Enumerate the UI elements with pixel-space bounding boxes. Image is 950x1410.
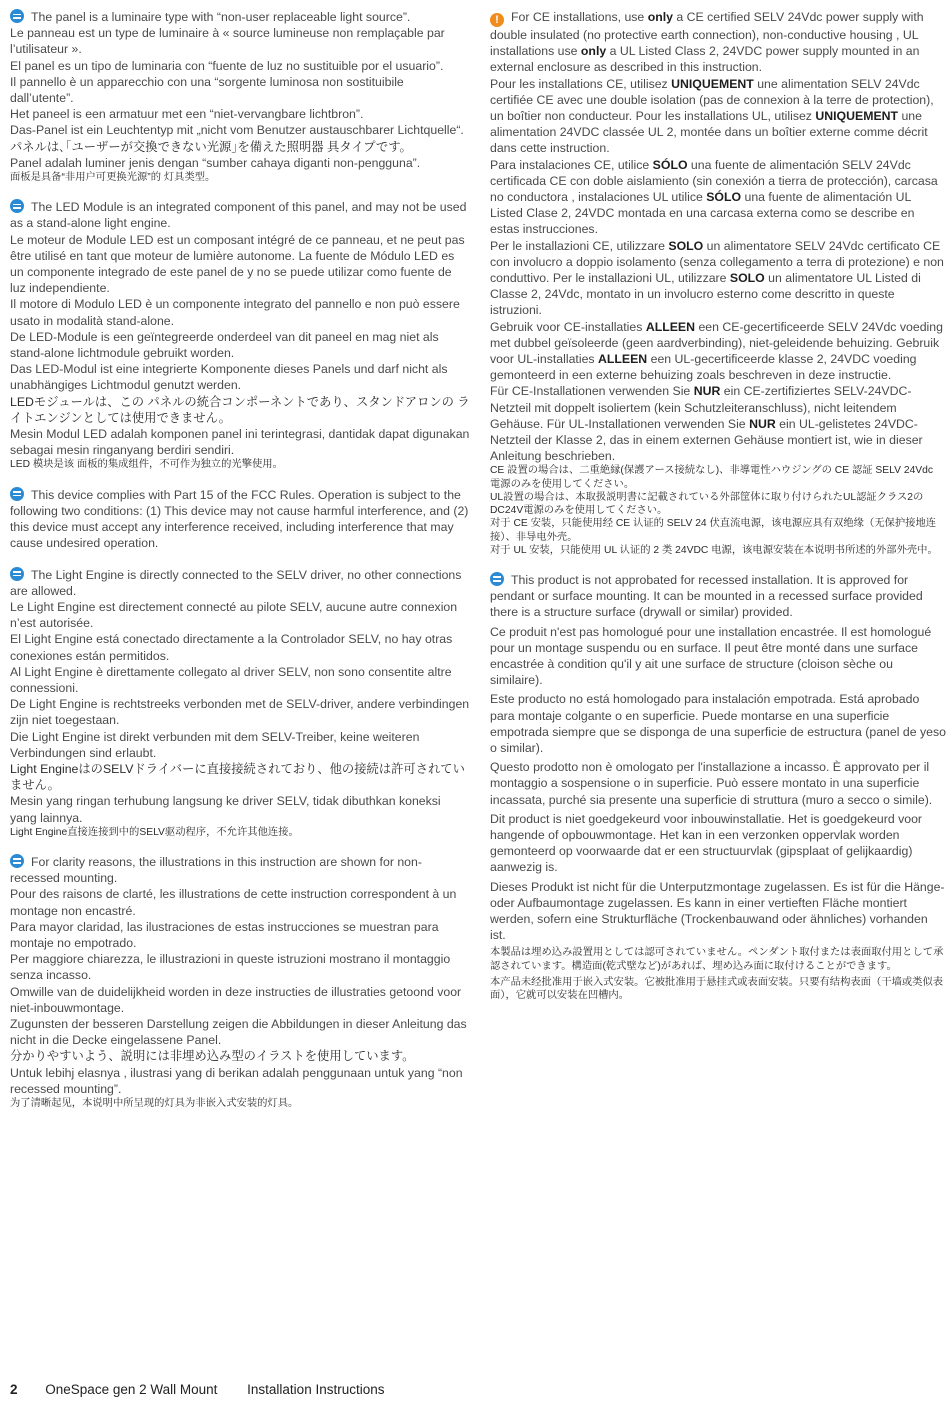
- notice-line: 对于 UL 安装，只能使用 UL 认证的 2 类 24VDC 电源，该电源安装在本说明书所述的外部外壳中。: [490, 544, 938, 556]
- notice-line: Das-Panel ist ein Leuchtentyp mit „nicht vom Benutzer austauschbarer Lichtquelle“.: [10, 123, 464, 138]
- notice-line: パネルは､｢ユーザーが交換できない光源｣を備えた照明器 具タイプです。: [10, 139, 412, 154]
- right-column: [490, 9, 946, 1017]
- notice-line: LED 模块是该 面板的集成组件，不可作为独立的光擎使用。: [10, 459, 283, 471]
- page-number: 2: [10, 1382, 18, 1397]
- notice-line: Die Light Engine ist direkt verbunden mit dem SELV-Treiber, keine weiteren Verbindungen sind erlaubt.: [10, 729, 420, 760]
- info-icon: [10, 199, 24, 213]
- notice-line: The panel is a luminaire type with “non-user replaceable light source”.: [10, 9, 470, 25]
- info-icon: [10, 9, 24, 23]
- notice-line: Le Light Engine est directement connecté au pilote SELV, aucune autre connexion n’est autorisée.: [10, 599, 458, 631]
- fcc-notice: [10, 487, 470, 552]
- recessed-installation-notice: [490, 572, 946, 1002]
- notice-line: UL設置の場合は、本取扱説明書に記載されている外部筐体に取り付けられたUL認証クラス2のDC24V電源のみを使用してください。: [490, 491, 924, 517]
- page-footer: [10, 1382, 384, 1397]
- notice-line: Light Engine直接连接到中的SELV驱动程序，不允许其他连接。: [10, 826, 299, 838]
- notice-line: Il motore di Modulo LED è un componente integrato del pannello e non può essere usato in modalità stand-alone.: [10, 297, 460, 328]
- notice-line: Le panneau est un type de luminaire à « source lumineuse non remplaçable par l’utilisateur ».: [10, 26, 445, 57]
- notice-line: LEDモジュールは、この パネルの統合コンポーネントであり、スタンドアロンの ライトエンジンとしては使用できません。: [10, 394, 470, 425]
- notice-line: Per maggiore chiarezza, le illustrazioni in queste istruzioni mostrano il montaggio senza incasso.: [10, 952, 451, 983]
- notice-line: ! For CE installations, use only a CE certified SELV 24Vdc power supply with double insulated (no protective earth connection), non-conductive housing , UL installations use only a UL Listed Class 2, 24VDC power supply mounted in an external enclosure as described in this instruction.: [490, 10, 924, 75]
- left-column: [10, 9, 470, 1125]
- notice-line: Panel adalah luminer jenis dengan “sumber cahaya diganti non-pengguna”.: [10, 155, 421, 170]
- notice-line: 本製品は埋め込み設置用としては認可されていません。ペンダント取付または表面取付用として承認されています。構造面(乾式壁など)があれば、埋め込み面に取付けることができます。: [490, 947, 944, 972]
- notice-line: 为了清晰起见，本说明中所呈现的灯具为非嵌入式安装的灯具。: [10, 1098, 299, 1109]
- notice-line: The LED Module is an integrated component of this panel, and may not be used as a stand-alone light engine.: [10, 200, 467, 231]
- notice-line: This device complies with Part 15 of the FCC Rules. Operation is subject to the following two conditions: (1) This device may not cause harmful interference, and (2) this device must accept any interference received, including interference that may cause undesired operation.: [10, 487, 469, 551]
- info-icon: [490, 572, 504, 586]
- notice-line: Het paneel is een armatuur met een “niet-vervangbare lichtbron”.: [10, 107, 364, 122]
- notice-line: Le moteur de Module LED est un composant intégré de ce panneau, et ne peut pas être utilisé en tant que moteur de lumière autonome. La fuente de Módulo LED es un componente integrado de este panel de y no se puede utilizar como fuente de luz independiente.: [10, 232, 465, 296]
- ce-power-supply-warning: [490, 9, 946, 557]
- notice-line: This product is not approbated for recessed installation. It is approved for pendant or surface mounting. It can be mounted in a recessed surface provided there is a structure surface (drywall or similar) provided.: [490, 572, 923, 620]
- notice-line: Dieses Produkt ist nicht für die Unterputzmontage zugelassen. Es ist für die Hänge- oder Aufbaumontage zugelassen. Es kann in einer vertieften Fläche montiert werden, sofern eine Strukturfläche (Trockenbauwand oder ähnliches) vorhanden ist.: [490, 879, 945, 943]
- notice-line: Untuk lebihj elasnya , ilustrasi yang di berikan adalah penggunaan untuk yang “non recessed mounting”.: [10, 1065, 463, 1096]
- notice-line: De LED-Module is een geïntegreerde onderdeel van dit paneel en mag niet als stand-alone lichtmodule gebruikt worden.: [10, 329, 439, 361]
- notice-line: El panel es un tipo de luminaria con “fuente de luz no sustituible por el usuario”.: [10, 58, 444, 73]
- notice-line: 本产品未经批准用于嵌入式安装。它被批准用于悬挂式或表面安装。只要有结构表面（干墙或类似表面），它就可以安装在凹槽内。: [490, 976, 944, 1001]
- notice-line: Mesin Modul LED adalah komponen panel ini terintegrasi, dantidak dapat digunakan sebagai mesin ringanyang berdiri sendiri.: [10, 427, 470, 458]
- clarity-notice: [10, 854, 470, 1110]
- notice-line: El Light Engine está conectado directamente a la Controlador SELV, no hay otras conexiones están permitidos.: [10, 632, 453, 663]
- notice-line: Zugunsten der besseren Darstellung zeigen die Abbildungen in dieser Anleitung das nicht in die Decke eingelassene Panel.: [10, 1016, 467, 1048]
- notice-line: 面板是具备“非用户可更换光源”的 灯具类型。: [10, 172, 216, 184]
- info-icon: [10, 487, 24, 501]
- light-engine-notice: [10, 567, 470, 839]
- notice-line: 分かりやすいよう、説明には非埋め込み型のイラストを使用しています。: [10, 1049, 415, 1064]
- notice-line: CE 設置の場合は、二重絶縁(保護アース接続なし)、非導電性ハウジングの CE 認証 SELV 24Vdc 電源のみを使用してください。: [490, 465, 934, 490]
- notice-line: Gebruik voor CE-installaties ALLEEN een CE-gecertificeerde SELV 24Vdc voeding met dubbel geïsoleerde (geen aardverbinding), niet-geleidende behuizing. Gebruik voor UL-installaties ALLEEN een UL-gecertificeerde klasse 2, 24VDC voeding gemonteerd in een externe behuizing zoals beschreven in deze instructie.: [490, 319, 943, 383]
- notice-line: Für CE-Installationen verwenden Sie NUR ein CE-zertifiziertes SELV-24VDC-Netzteil mit doppelt isoliertem (kein Schutzleiteranschluss), nicht leitendem Gehäuse. Für UL-Installationen verwenden Sie NUR ein UL-gelistetes 24VDC-Netzteil der Klasse 2, das in einem externen Gehäuse montiert ist, wie in dieser Anleitung beschrieben.: [490, 384, 923, 464]
- notice-line: Dit product is niet goedgekeurd voor inbouwinstallatie. Het is goedgekeurd voor hangende of opbouwmontage. Het kan in een verzonken oppervlak worden gemonteerd op voorwaarde dat er een structuurvlak (gipsplaat of gelijkaardig) aanwezig is.: [490, 811, 923, 875]
- notice-line: Das LED-Modul ist eine integrierte Komponente dieses Panels und darf nicht als unabhängiges Lichtmodul genutzt werden.: [10, 362, 448, 393]
- notice-line: 对于 CE 安装，只能使用经 CE 认证的 SELV 24 伏直流电源，该电源应具有双绝缘（无保护接地连接）、非导电外壳。: [490, 518, 937, 543]
- notice-line: Este producto no está homologado para instalación empotrada. Está aprobado para montaje colgante o en superficie. Puede montarse en una superficie empotrada siempre que se disponga de una superficie de estructura (panel de yeso o similar).: [490, 692, 946, 755]
- notice-line: Para mayor claridad, las ilustraciones de estas instrucciones se muestran para montaje no empotrado.: [10, 919, 439, 950]
- product-name: OneSpace gen 2 Wall Mount: [45, 1382, 218, 1397]
- notice-line: Mesin yang ringan terhubung langsung ke driver SELV, tidak dibuthkan koneksi yang lainnya.: [10, 794, 441, 825]
- notice-line: The Light Engine is directly connected to the SELV driver, no other connections are allowed.: [10, 567, 462, 598]
- notice-line: Omwille van de duidelijkheid worden in deze instructies de illustraties getoond voor niet-inbouwmontage.: [10, 984, 462, 1015]
- notice-line: Il pannello è un apparecchio con una “sorgente luminosa non sostituibile dall’utente”.: [10, 74, 404, 106]
- notice-line: Per le installazioni CE, utilizzare SOLO un alimentatore SELV 24Vdc certificato CE con involucro a doppio isolamento (senza collegamento a terra di protezione) e non conduttivo. Per le installazioni UL, utilizzare SOLO un alimentatore UL Listed di Classe 2, 24Vdc, montato in un involucro esterno come descritto in queste istruzioni.: [490, 238, 944, 318]
- info-icon: [10, 854, 24, 868]
- document-title: Installation Instructions: [247, 1382, 385, 1397]
- notice-line: For clarity reasons, the illustrations in this instruction are shown for non-recessed mounting.: [10, 854, 422, 886]
- notice-line: Al Light Engine è direttamente collegato al driver SELV, non sono consentite altre connessioni.: [10, 664, 452, 695]
- luminaire-type-notice: [10, 9, 470, 184]
- notice-line: Light EngineはのSELVドライバーに直接接続されており、他の接続は許可されていません。: [10, 761, 465, 793]
- info-icon: [10, 567, 24, 581]
- warning-icon: !: [490, 13, 504, 27]
- led-module-notice: [10, 199, 470, 471]
- notice-line: Pour des raisons de clarté, les illustrations de cette instruction correspondent à un montage non encastré.: [10, 887, 457, 918]
- notice-line: Ce produit n'est pas homologué pour une installation encastrée. Il est homologué pour un montage suspendu ou en surface. Il peut être monté dans une surface encastrée à condition qu'il y ait une surface de structure (cloison sèche ou similaire).: [490, 624, 932, 688]
- notice-line: Para instalaciones CE, utilice SÓLO una fuente de alimentación SELV 24Vdc certificada CE con doble aislamiento (sin conexión a tierra de protección), carcasa no conductora , instalaciones UL utilice SÓLO una fuente de alimentación UL Listed Clase 2, 24VDC montada en una carcasa externa como se describe en estas instrucciones.: [490, 157, 938, 237]
- notice-line: Questo prodotto non è omologato per l'installazione a incasso. È approvato per il montaggio a sospensione o in superficie. Può essere montato in una superficie incassata, purché sia presente una superficie di struttura (muro a secco o simile).: [490, 760, 933, 807]
- notice-line: De Light Engine is rechtstreeks verbonden met de SELV-driver, andere verbindingen zijn niet toegestaan.: [10, 697, 470, 728]
- notice-line: Pour les installations CE, utilisez UNIQUEMENT une alimentation SELV 24Vdc certifiée CE avec une double isolation (pas de connexion à la terre de protection), un boîtier non conducteur. Pour les installations UL, utilisez UNIQUEMENT une alimentation 24VDC classée UL 2, montée dans un boîtier externe comme décrit dans cette instruction.: [490, 76, 934, 156]
